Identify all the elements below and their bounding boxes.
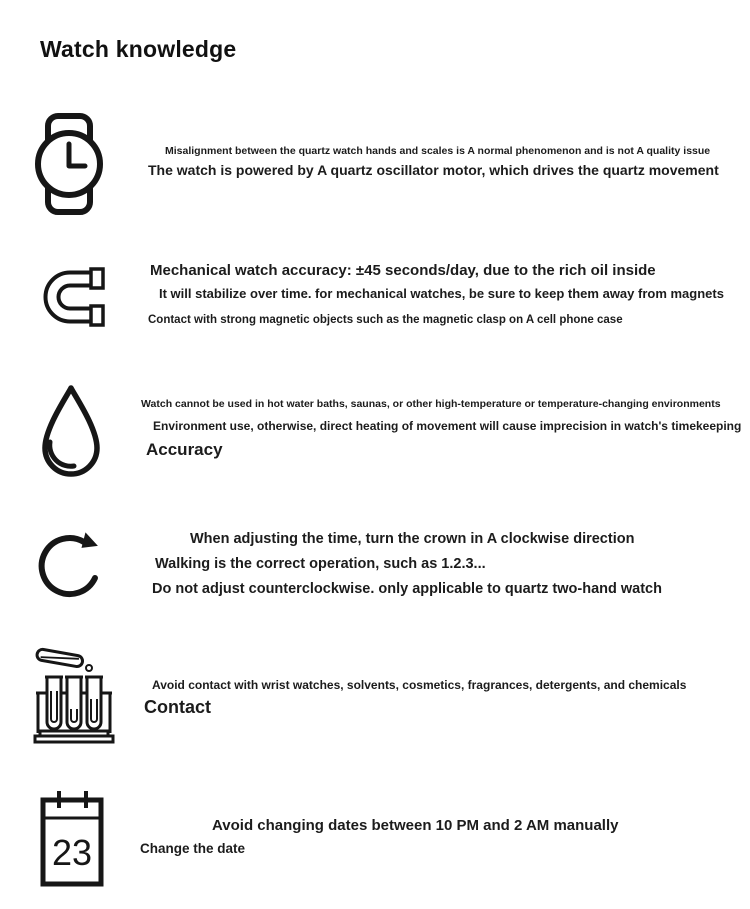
text-line: Contact [144, 697, 211, 717]
text-line: Contact with strong magnetic objects such as the magnetic clasp on A cell phone case [148, 314, 623, 326]
text-line: When adjusting the time, turn the crown in A clockwise direction [190, 531, 635, 547]
section-time-adjustment [0, 521, 750, 616]
text-line: Walking is the correct operation, such as 1.2.3... [155, 556, 486, 572]
text-line: Avoid contact with wrist watches, solvents, cosmetics, fragrances, detergents, and chemicals [152, 678, 687, 692]
wristwatch-icon [33, 112, 105, 216]
clockwise-arrow-icon [29, 521, 107, 609]
text-line: Watch cannot be used in hot water baths, saunas, or other high-temperature or temperature-changing environments [141, 398, 721, 410]
text-line: Avoid changing dates between 10 PM and 2 AM manually [212, 817, 619, 834]
section-quartz-movement [0, 112, 750, 222]
text-line: The watch is powered by A quartz oscillator motor, which drives the quartz movement [148, 162, 719, 178]
text-line: Accuracy [146, 440, 223, 459]
text-line: It will stabilize over time. for mechanical watches, be sure to keep them away from magnets [159, 286, 724, 301]
water-drop-icon [37, 382, 105, 482]
section-chemicals [0, 643, 750, 753]
text-line: Mechanical watch accuracy: ±45 seconds/day, due to the rich oil inside [150, 262, 656, 279]
page-title: Watch knowledge [40, 36, 237, 62]
calendar-icon [39, 788, 105, 888]
section-date-change [0, 788, 750, 893]
text-line: Misalignment between the quartz watch hands and scales is A normal phenomenon and is not A quality issue [165, 145, 711, 157]
section-temperature [0, 382, 750, 487]
section-magnetism [0, 262, 750, 332]
text-line: Do not adjust counterclockwise. only applicable to quartz two-hand watch [152, 581, 662, 597]
test-tubes-icon [32, 643, 116, 747]
text-line: Environment use, otherwise, direct heating of movement will cause imprecision in watch's timekeeping [153, 419, 742, 433]
calendar-day-number: 23 [51, 832, 93, 873]
text-line: Change the date [140, 841, 246, 856]
magnet-icon [36, 264, 108, 330]
